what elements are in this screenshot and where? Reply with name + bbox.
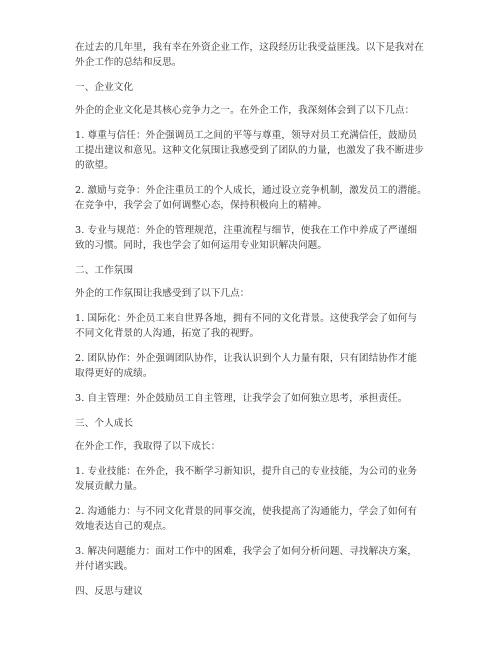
text-line: 在竞争中，我学会了如何调整心态，保持积极向上的精神。 — [75, 200, 328, 211]
section-heading — [75, 584, 435, 599]
paragraph — [75, 183, 435, 213]
text-line: 效地表达自己的观点。 — [75, 521, 172, 532]
section-heading — [75, 416, 435, 431]
paragraph — [75, 103, 435, 118]
text-line: 四、反思与建议 — [75, 586, 143, 597]
text-line: 2. 团队协作：外企强调团队协作，让我认识到个人力量有限，只有团结协作才能 — [75, 353, 418, 364]
text-line: 2. 沟通能力：与不同文化背景的同事交流，使我提高了沟通能力，学会了如何有 — [75, 506, 418, 517]
text-line: 一、企业文化 — [75, 82, 134, 93]
paragraph — [75, 286, 435, 301]
text-line: 外企的企业文化是其核心竞争力之一。在外企工作，我深刻体会到了以下几点： — [75, 105, 415, 116]
text-line: 在外企工作，我取得了以下成长： — [75, 441, 221, 452]
text-line: 不同文化背景的人沟通，拓宽了我的视野。 — [75, 328, 260, 339]
paragraph — [75, 223, 435, 253]
text-line: 三、个人成长 — [75, 418, 134, 429]
text-line: 并付诸实践。 — [75, 561, 134, 572]
text-line: 3. 专业与规范：外企的管理规范，注重流程与细节，使我在工作中养成了严谨细 — [75, 225, 418, 236]
paragraph — [75, 391, 435, 406]
paragraph — [75, 128, 435, 173]
document-body — [75, 40, 435, 607]
section-heading — [75, 263, 435, 278]
text-line: 3. 解决问题能力：面对工作中的困难，我学会了如何分析问题、寻找解决方案， — [75, 546, 418, 557]
text-line: 外企的工作氛围让我感受到了以下几点： — [75, 288, 250, 299]
text-line: 外企工作的总结和反思。 — [75, 57, 182, 68]
section-heading — [75, 80, 435, 95]
text-line: 在过去的几年里，我有幸在外资企业工作，这段经历让我受益匪浅。以下是我对在 — [75, 42, 424, 53]
text-line: 1. 国际化：外企员工来自世界各地，拥有不同的文化背景。这使我学会了如何与 — [75, 313, 418, 324]
text-line: 二、工作氛围 — [75, 265, 134, 276]
text-line: 工提出建议和意见。这种文化氛围让我感受到了团队的力量，也激发了我不断进步 — [75, 145, 424, 156]
text-line: 1. 专业技能：在外企，我不断学习新知识，提升自己的专业技能，为公司的业务 — [75, 466, 418, 477]
text-line: 3. 自主管理：外企鼓励员工自主管理，让我学会了如何独立思考，承担责任。 — [75, 393, 408, 404]
paragraph — [75, 464, 435, 494]
paragraph — [75, 351, 435, 381]
text-line: 取得更好的成绩。 — [75, 368, 153, 379]
text-line: 的欲望。 — [75, 160, 114, 171]
text-line: 致的习惯。同时，我也学会了如何运用专业知识解决问题。 — [75, 240, 328, 251]
paragraph — [75, 439, 435, 454]
text-line: 发展贡献力量。 — [75, 481, 143, 492]
paragraph — [75, 544, 435, 574]
paragraph — [75, 40, 435, 70]
paragraph — [75, 504, 435, 534]
paragraph — [75, 311, 435, 341]
text-line: 1. 尊重与信任：外企强调员工之间的平等与尊重，领导对员工充满信任，鼓励员 — [75, 130, 418, 141]
text-line: 2. 激励与竞争：外企注重员工的个人成长，通过设立竞争机制，激发员工的潜能。 — [75, 185, 427, 196]
